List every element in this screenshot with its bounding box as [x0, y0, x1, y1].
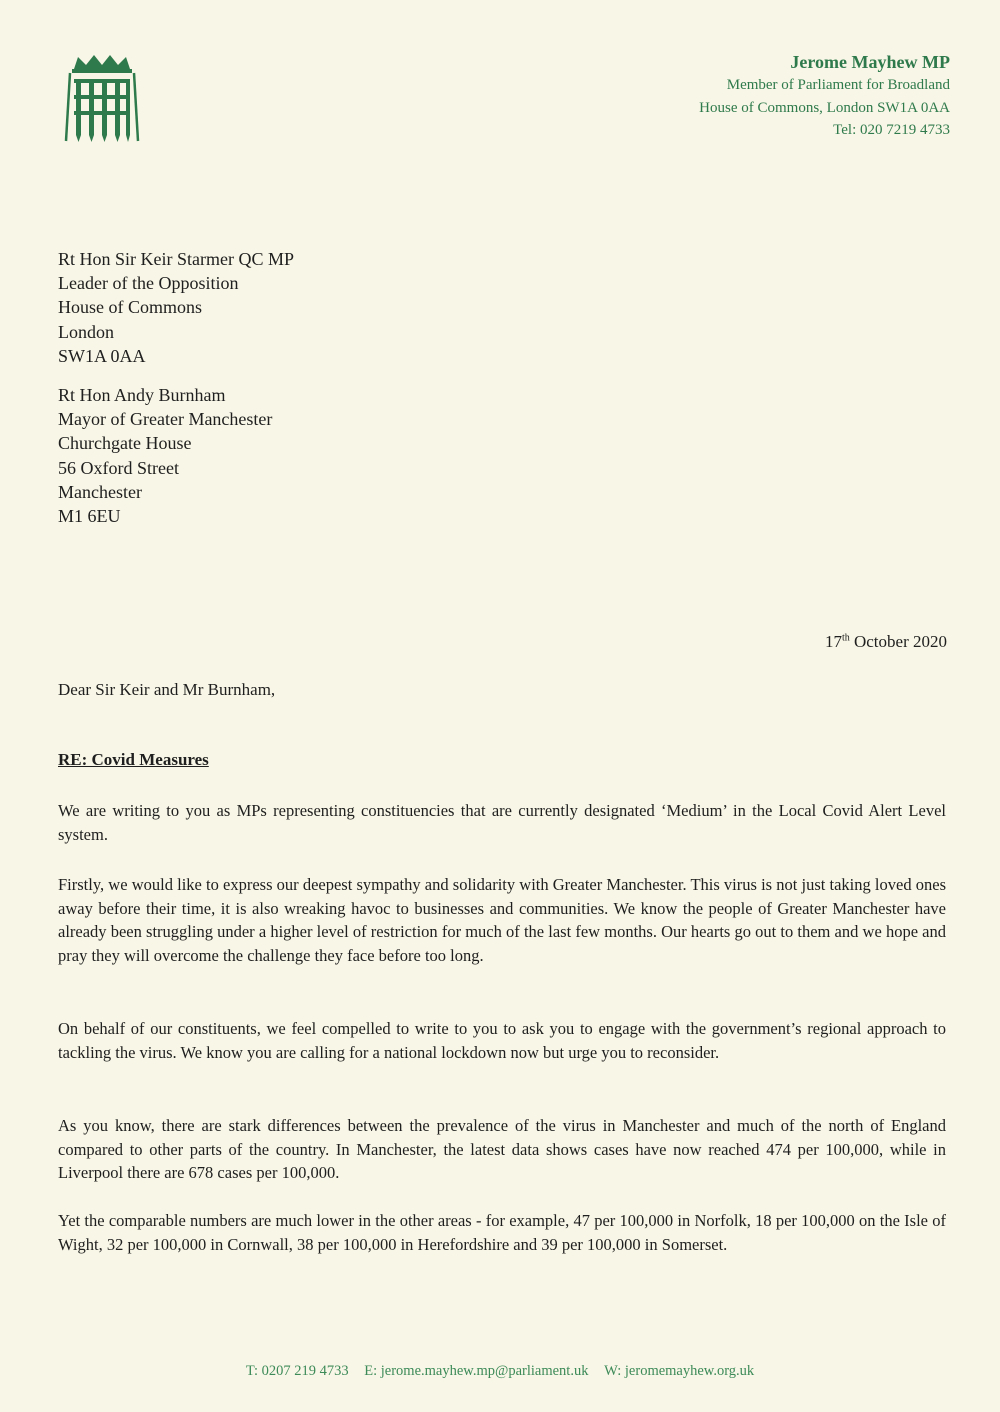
recipient-address-burnham: [58, 383, 272, 528]
address-line: Rt Hon Sir Keir Starmer QC MP: [58, 249, 294, 269]
address-line: M1 6EU: [58, 506, 121, 527]
subject-line: RE: Covid Measures: [58, 750, 209, 769]
body-paragraph: As you know, there are stark differences between the prevalence of the virus in Manchester and much of the north of England compared to other parts of the country. In Manchester, the latest data shows cases have now reached 474 per 100,000, while in Liverpool there are 678 cases per 100,000.: [58, 1116, 946, 1182]
address-line: London: [58, 321, 114, 342]
date-month-year: October 2020: [849, 632, 947, 651]
salutation: Dear Sir Keir and Mr Burnham,: [58, 680, 276, 699]
address-line: Rt Hon Andy Burnham: [58, 385, 226, 405]
recipient-address-starmer: [58, 247, 294, 368]
address-line: House of Commons: [58, 297, 202, 318]
address-line: Leader of the Opposition: [58, 273, 239, 294]
footer-website: W: jeromemayhew.org.uk: [604, 1363, 755, 1379]
portcullis-icon: [64, 55, 140, 143]
body-paragraph: On behalf of our constituents, we feel compelled to write to you to ask you to engage with the government’s regional approach to tackling the virus. We know you are calling for a national lockdown now but urge you to reconsider.: [58, 1019, 946, 1062]
body-paragraph: Yet the comparable numbers are much lower in the other areas - for example, 47 per 100,000 in Norfolk, 18 per 100,000 on the Isle of Wight, 32 per 100,000 in Cornwall, 38 per 100,000 in Herefordshire and 39 per 100,000 in Somerset.: [58, 1211, 946, 1254]
footer-contact: [0, 1363, 1000, 1380]
office-address-line: House of Commons, London SW1A 0AA: [699, 99, 950, 116]
date-day: 17: [824, 632, 842, 651]
address-line: SW1A 0AA: [58, 345, 146, 366]
footer-phone: T: 0207 219 4733: [245, 1363, 349, 1379]
date-suffix: th: [841, 632, 850, 644]
footer-email: E: jerome.mayhew.mp@parliament.uk: [364, 1363, 589, 1379]
mp-name: Jerome Mayhew MP: [790, 52, 950, 72]
body-paragraph: We are writing to you as MPs representing constituencies that are currently designated ‘Medium’ in the Local Covid Alert Level system.: [58, 801, 946, 844]
letter-date: [825, 632, 947, 652]
constituency-line: Member of Parliament for Broadland: [726, 77, 950, 93]
body-paragraph: Firstly, we would like to express our deepest sympathy and solidarity with Greater Manchester. This virus is not just taking loved ones away before their time, it is also wreaking havoc to businesses and communities. We know the people of Greater Manchester have already been struggling under a higher level of restriction for much of the last few months. Our hearts go out to them and we hope and pray they will overcome the challenge they face before too long.: [58, 875, 946, 965]
letterhead: [699, 50, 950, 142]
address-line: Churchgate House: [58, 433, 192, 454]
address-line: Mayor of Greater Manchester: [58, 409, 273, 430]
address-line: Manchester: [58, 481, 142, 502]
address-line: 56 Oxford Street: [58, 457, 179, 478]
telephone-line: Tel: 020 7219 4733: [833, 122, 950, 138]
